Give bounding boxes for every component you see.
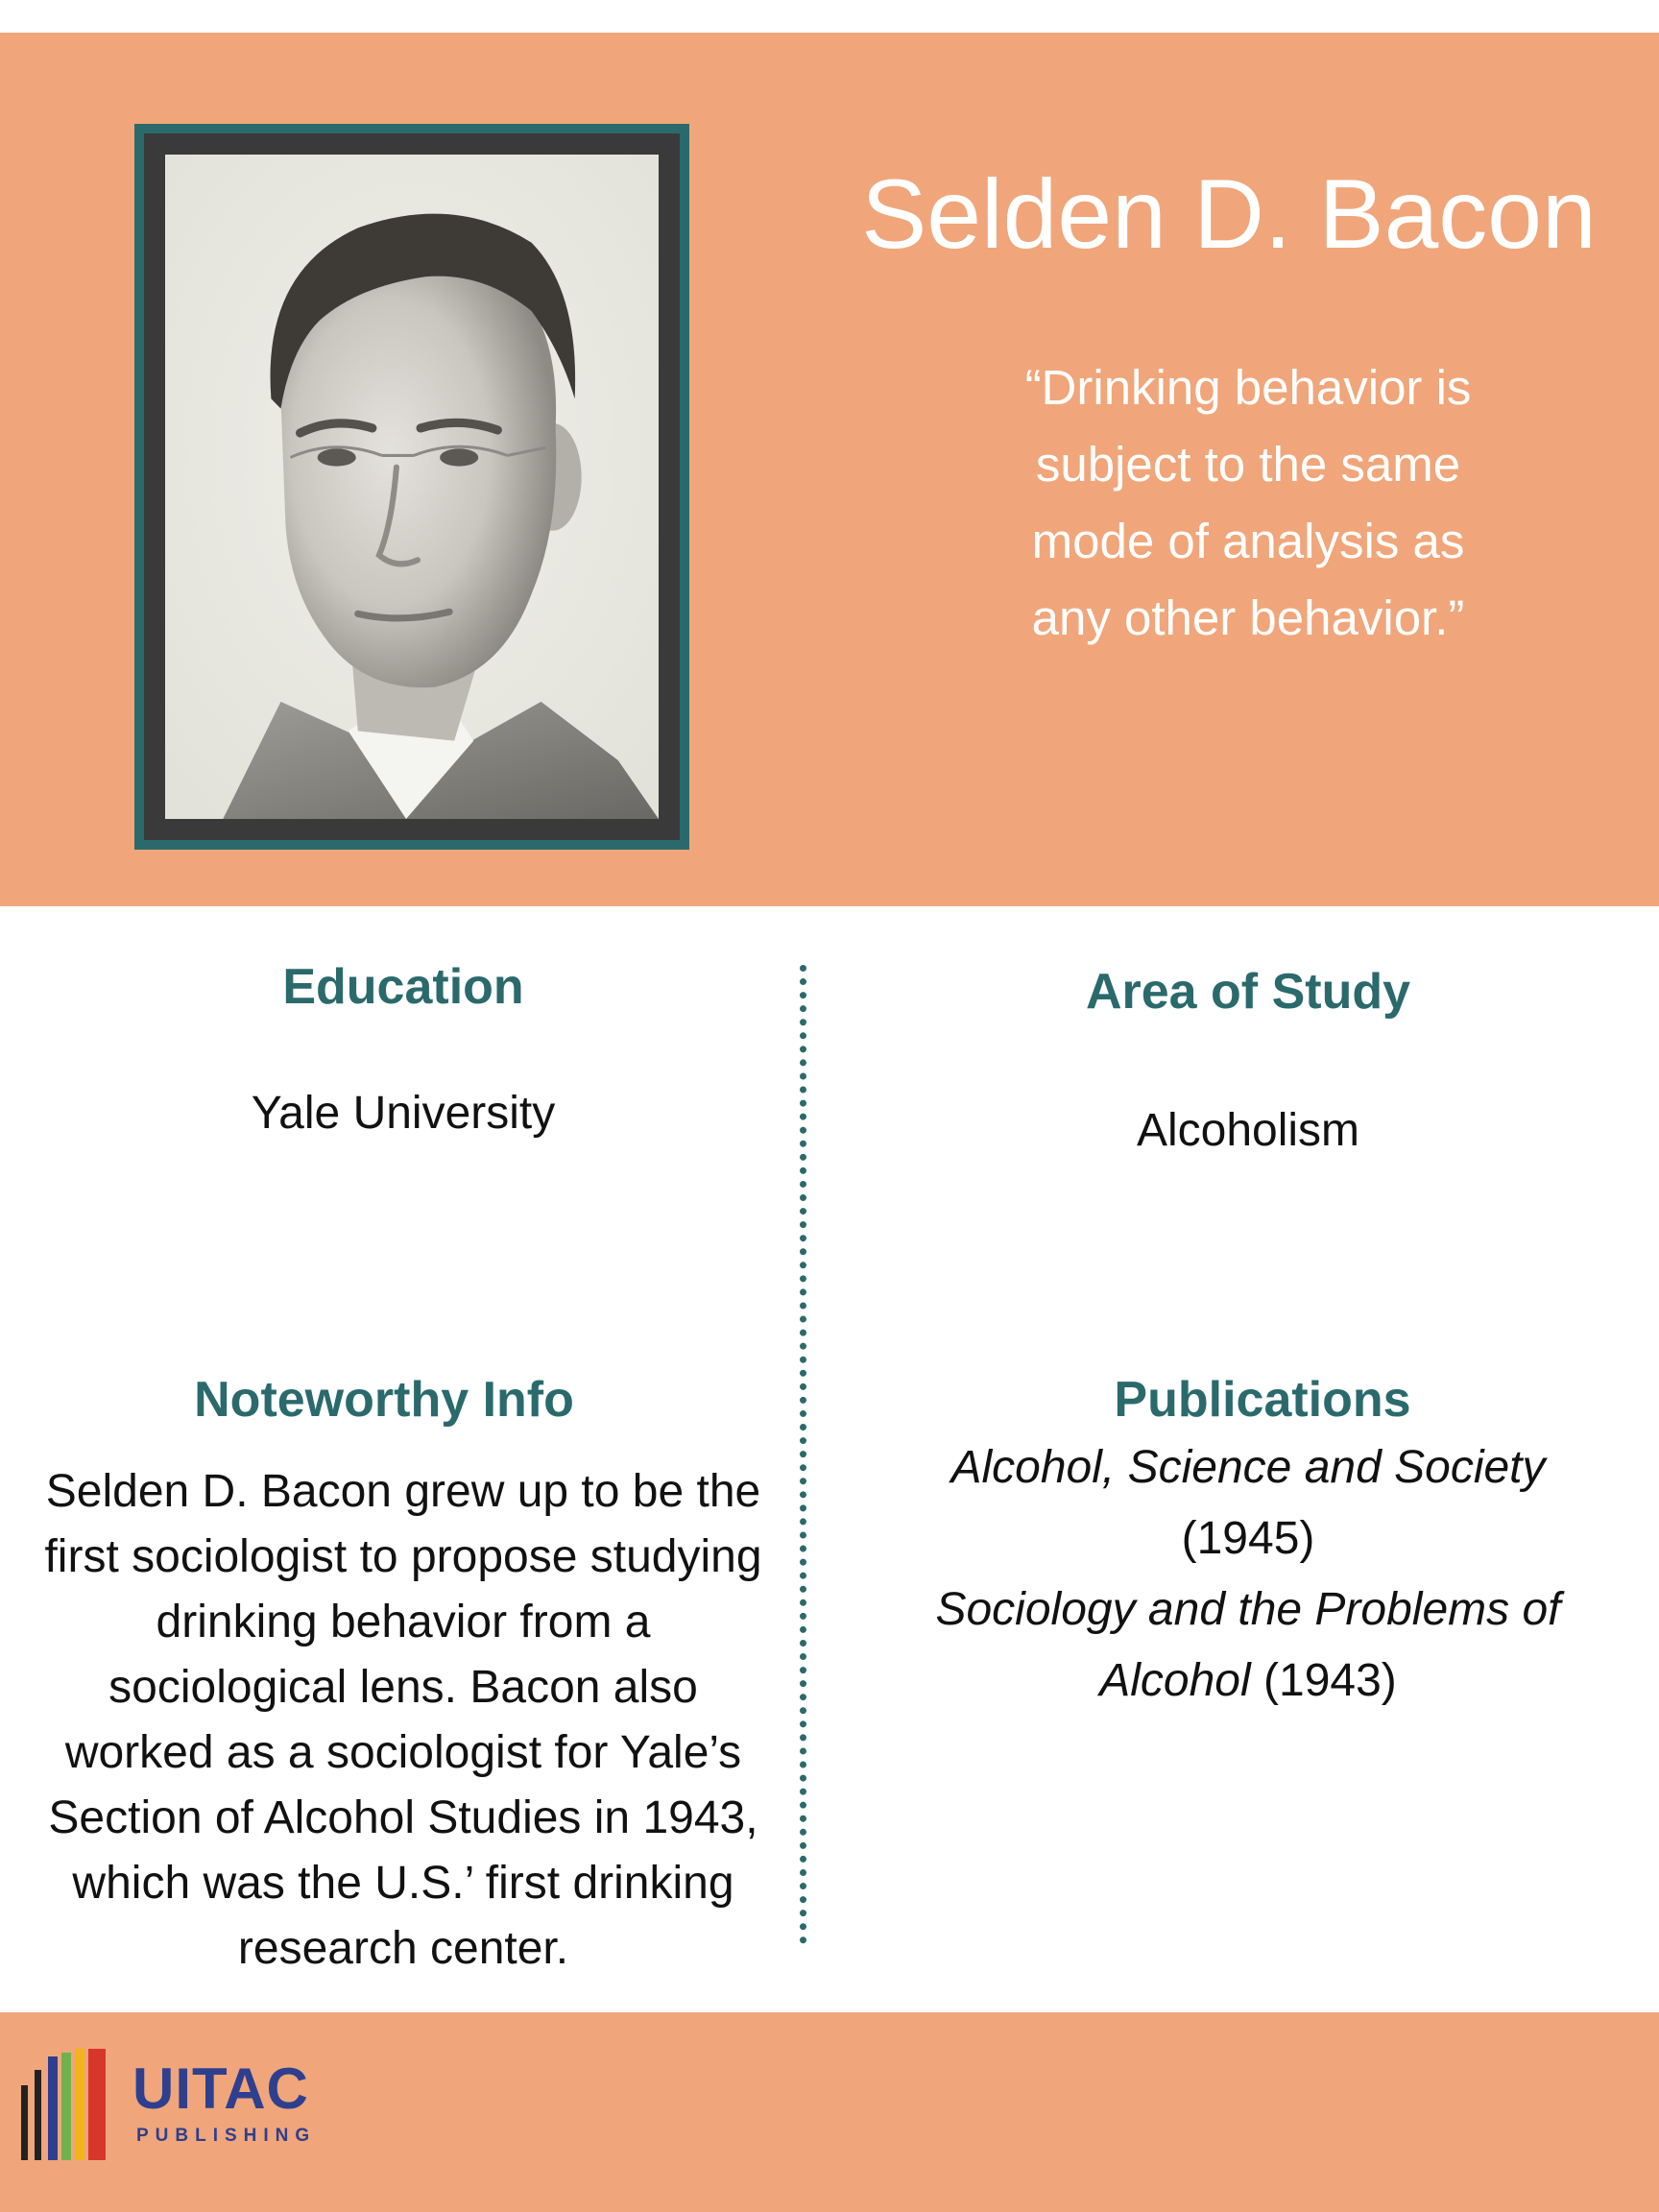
noteworthy-line: research center. (237, 1923, 569, 1974)
logo-wordmark: UITAC (132, 2056, 309, 2121)
quote-line: any other behavior.” (1031, 590, 1465, 645)
person-name: Selden D. Bacon (861, 159, 1597, 269)
noteworthy-title: Noteworthy Info (194, 1372, 574, 1428)
publications-list (845, 1432, 1651, 1717)
header-banner (0, 33, 1659, 906)
noteworthy-line: Selden D. Bacon grew up to be the (45, 1466, 761, 1517)
quote-line: “Drinking behavior is (1024, 360, 1472, 415)
noteworthy-line: sociological lens. Bacon also (108, 1662, 698, 1713)
noteworthy-line: Section of Alcohol Studies in 1943, (48, 1792, 758, 1843)
noteworthy-line: which was the U.S.’ first drinking (72, 1858, 734, 1909)
area-of-study-value: Alcoholism (1136, 1105, 1360, 1156)
noteworthy-line: first sociologist to propose studying (44, 1531, 762, 1582)
publication-title: Alcohol, Science and Society (950, 1442, 1546, 1493)
publication-title-cont: Alcohol (1099, 1655, 1251, 1706)
logo-subtitle: PUBLISHING (136, 2126, 317, 2146)
quote (912, 349, 1584, 657)
publication-item (845, 1575, 1651, 1717)
portrait-frame (134, 124, 689, 850)
publication-year: (1945) (1181, 1513, 1315, 1564)
education-value: Yale University (251, 1088, 556, 1139)
publication-title: Sociology and the Problems of (935, 1584, 1561, 1635)
publication-item (845, 1432, 1651, 1575)
noteworthy-line: worked as a sociologist for Yale’s (64, 1727, 742, 1778)
education-title: Education (282, 959, 524, 1015)
logo-bars-icon (19, 2049, 115, 2160)
footer-banner (0, 2012, 1659, 2212)
uitac-logo (19, 2049, 336, 2174)
publication-year: (1943) (1263, 1655, 1397, 1706)
noteworthy-body (0, 1459, 806, 1982)
portrait-photo (165, 155, 659, 819)
publications-title: Publications (1114, 1372, 1411, 1428)
noteworthy-line: drinking behavior from a (156, 1597, 651, 1647)
quote-line: subject to the same (1035, 437, 1461, 492)
quote-line: mode of analysis as (1031, 514, 1465, 568)
area-of-study-title: Area of Study (1085, 964, 1411, 1020)
